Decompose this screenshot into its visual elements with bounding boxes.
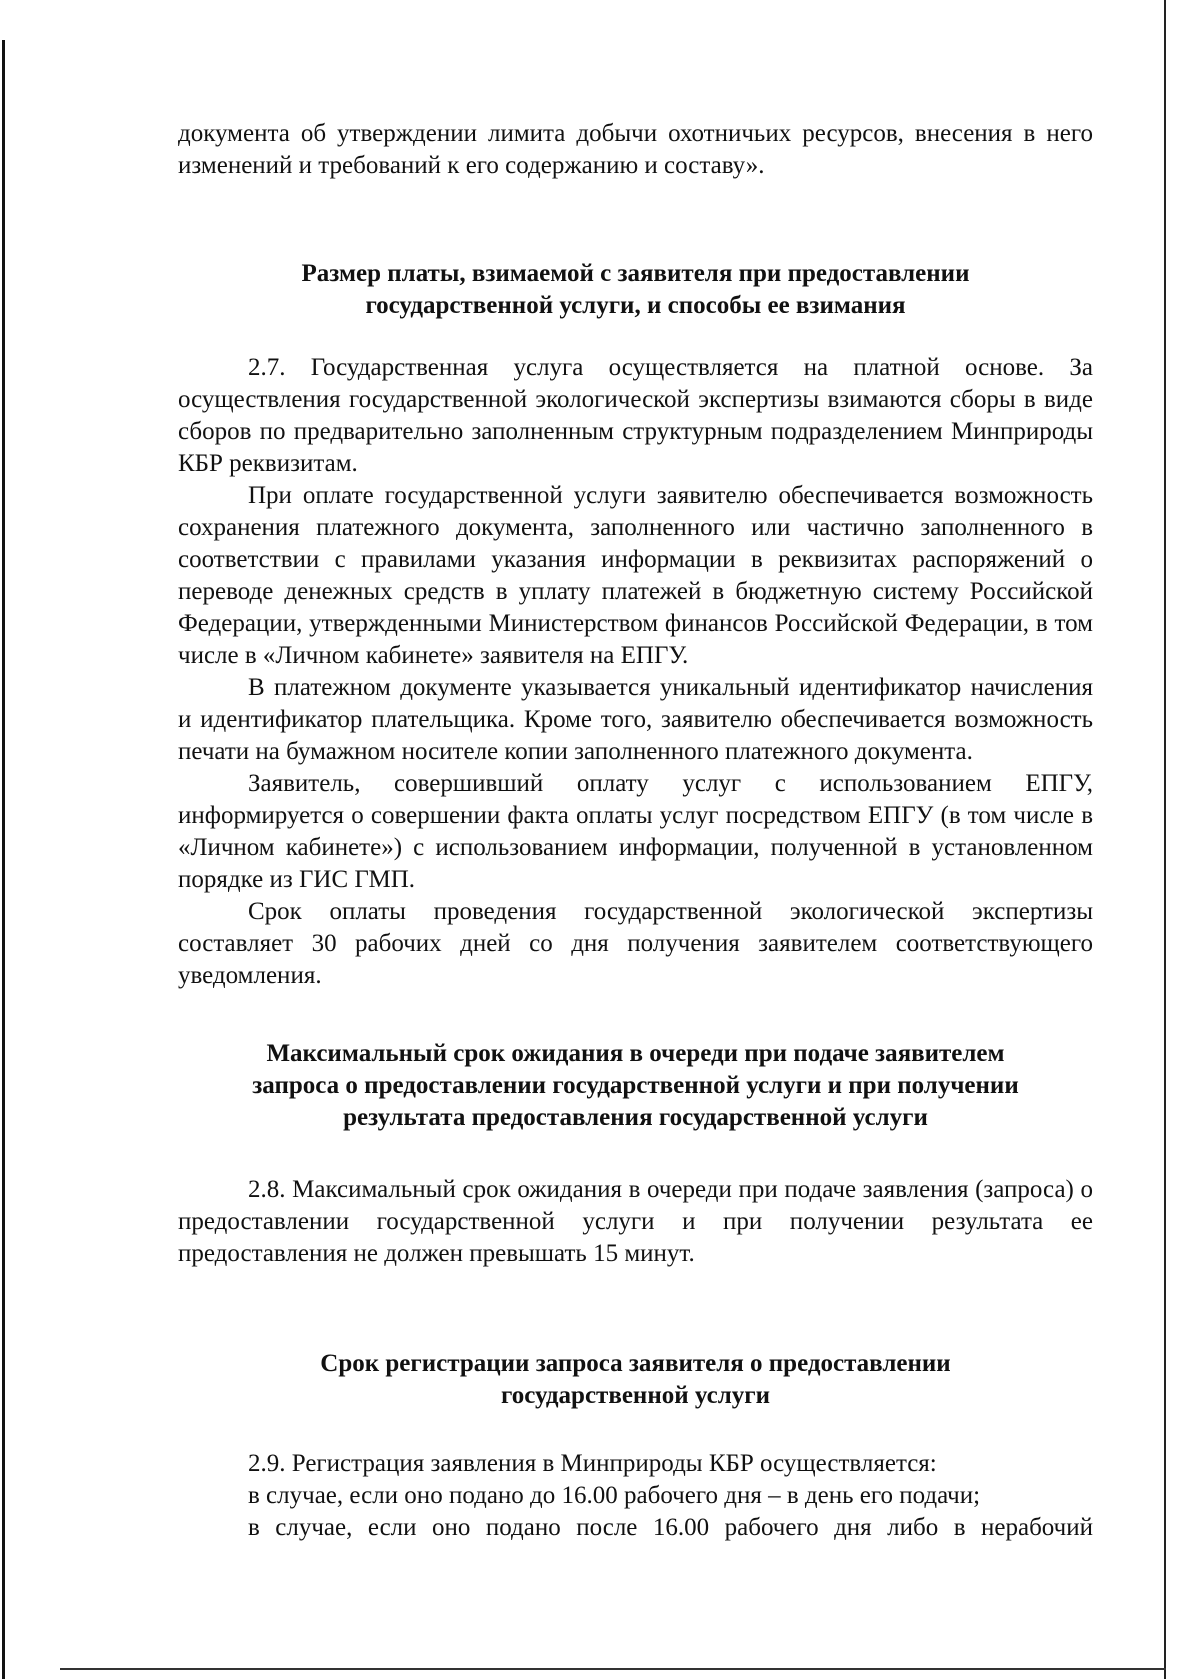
scan-edge-left: [2, 40, 5, 1679]
paragraph-identifier: В платежном документе указывается уникальный идентификатор начисления и идентификатор плательщика. Кроме того, заявителю обеспечивается возможность печати на бумажном носителе копии заполненного платежного документа.: [178, 674, 1093, 765]
paragraph-2-8: 2.8. Максимальный срок ожидания в очереди при подаче заявления (запроса) о предоставлении государственной услуги и при получении результата ее предоставления не должен превышать 15 минут.: [178, 1176, 1093, 1267]
paragraph-payment-document: При оплате государственной услуги заявителю обеспечивается возможность сохранения платежного документа, заполненного или частично заполненного в соответствии с правилами указания информации в реквизитах распоряжений о переводе денежных средств в уплату платежей в бюджетную систему Российской Федерации, утвержденными Министерством финансов Российской Федерации, в том числе в «Личном кабинете» заявителя на ЕПГУ.: [178, 482, 1093, 669]
heading-line: Размер платы, взимаемой с заявителя при предоставлении: [301, 260, 970, 287]
scan-edge-right: [1164, 0, 1166, 1679]
section-heading-fee: [178, 258, 1093, 322]
paragraph-2-9: 2.9. Регистрация заявления в Минприроды КБР осуществляется:: [248, 1450, 937, 1477]
paragraph-payment-info: Заявитель, совершивший оплату услуг с использованием ЕПГУ, информируется о совершении факта оплаты услуг посредством ЕПГУ (в том числе в «Личном кабинете») с использованием информации, полученной в установленном порядке из ГИС ГМП.: [178, 770, 1093, 893]
heading-line: результата предоставления государственной услуги: [343, 1104, 928, 1131]
paragraph-after-16: в случае, если оно подано после 16.00 рабочего дня либо в нерабочий: [248, 1514, 1093, 1541]
heading-line: государственной услуги, и способы ее взимания: [365, 292, 906, 319]
intro-paragraph: документа об утверждении лимита добычи охотничьих ресурсов, внесения в него изменений и требований к его содержанию и составу».: [178, 120, 1093, 179]
paragraph-payment-term: Срок оплаты проведения государственной экологической экспертизы составляет 30 рабочих дней со дня получения заявителем соответствующего уведомления.: [178, 898, 1093, 989]
paragraph-before-16: в случае, если оно подано до 16.00 рабочего дня – в день его подачи;: [248, 1482, 981, 1509]
section-heading-registration: [178, 1348, 1093, 1412]
heading-line: запроса о предоставлении государственной услуги и при получении: [252, 1072, 1019, 1099]
heading-line: Срок регистрации запроса заявителя о предоставлении: [320, 1350, 951, 1377]
document-body: [178, 118, 1093, 1544]
section-heading-queue: [178, 1038, 1093, 1134]
heading-line: Максимальный срок ожидания в очереди при подаче заявителем: [266, 1040, 1005, 1067]
paragraph-2-7: 2.7. Государственная услуга осуществляется на платной основе. За осуществления государственной экологической экспертизы взимаются сборы в виде сборов по предварительно заполненным структурным подразделением Минприроды КБР реквизитам.: [178, 354, 1093, 477]
heading-line: государственной услуги: [500, 1382, 771, 1409]
scan-edge-bottom: [60, 1668, 1166, 1670]
